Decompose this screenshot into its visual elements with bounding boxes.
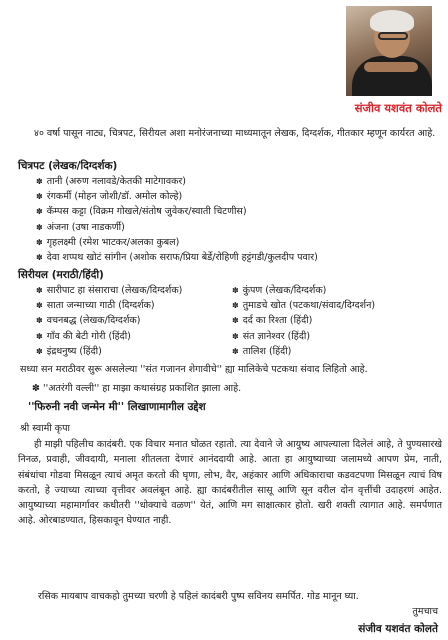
section-title: ''फिरुनी नवी जन्मेन मी'' लिखाणामागील उद्देश [28,401,206,413]
story-collection-note: ✽ ''अतरंगी वल्ली'' हा माझा कथासंग्रह प्रकाशित झाला आहे. [32,383,242,394]
serials-heading: सिरीयल (मराठी/हिंदी) [18,269,104,281]
dedication: रसिक मायबाप वाचकहो तुमच्या चरणी हे पहिलं कादंबरी पुष्प सविनय समर्पित. गोड मानून घ्या. [38,591,359,602]
list-item: ✽ इंद्रधनुष्य (हिंदी) [36,344,182,359]
intro-paragraph: ४० वर्षा पासून नाट्य, चित्रपट, सिरीयल अशा मनोरंजनाच्या माध्यमातून लेखक, दिग्दर्शक, गीतकार म्हणून कार्यरत आहे. [34,128,436,139]
body-paragraph: ही माझी पहिलीच कादंबरी. एक विचार मनात घोळत रहातो. त्या देवाने जे आयुष्य आपल्याला दिलेलं आहे, ते पुण्यसारखे निनळ, प्रवाही, जीवदायी, मनाला शीतलता देणारं आनंददायी आहे. आता हा आयुष्याच्या जलामध्ये आपण प्रेम, नाती, संबंधांचा गोडवा मिसळून त्याचं अमृत करतो की घृणा, लोभ, वैर, अहंकार आणि अधिकाराचा कडवटपणा मिसळून त्याचं विष करतो, हे ज्याच्या त्याच्या वृत्तीवर अवलंबून आहे. ह्या कादंबरीतील सासू आणि सून वरील दोन वृत्तींची उदाहरणं आहेत. आयुष्याच्या महामार्गावर कधीतरी ''धोक्याचे वळण'' येतं, आणि मग साक्षात्कार होतो. खरी शक्ती त्यागात आहे. समर्पणात आहे. ओरबाडण्यात, हिसकावून घेण्यात नाही. [18,439,442,527]
list-item: ✽ कुंपण (लेखक/दिग्दर्शक) [232,283,375,298]
list-item: ✽ वचनबद्ध (लेखक/दिग्दर्शक) [36,313,182,328]
list-item: ✽ सारीपाट हा संसाराचा (लेखक/दिग्दर्शक) [36,283,182,298]
list-item: ✽ गाँव की बेटी गोरी (हिंदी) [36,329,182,344]
author-photo [346,6,432,96]
list-item: ✽ देवा शप्पथ खोटं सांगीन (अशोक सराफ/प्रिया बेर्डे/रोहिणी हट्टंगडी/कुलदीप पवार) [36,250,318,265]
list-item: ✽ संत ज्ञानेश्वर (हिंदी) [232,329,375,344]
author-name: संजीव यशवंत कोलते [354,101,442,115]
list-item: ✽ तुमाडचे खोत (पटकथा/संवाद/दिग्दर्शन) [232,298,375,313]
films-heading: चित्रपट (लेखक/दिग्दर्शक) [18,160,118,172]
list-item: ✽ दर्द का रिश्ता (हिंदी) [232,313,375,328]
photo-arm [364,62,418,72]
list-item: ✽ गृहलक्ष्मी (रमेश भाटकर/अलका कुबल) [36,235,318,250]
signature: संजीव यशवंत कोलते [358,623,438,635]
salutation: श्री स्वामी कृपा [20,423,70,434]
list-item: ✽ कॅम्पस कट्टा (विक्रम गोखले/संतोष जुवेकर/स्वाती चिटणीस) [36,204,318,219]
closing: तुमचाच [412,606,438,617]
photo-hair [370,10,414,32]
list-item: ✽ तालिश (हिंदी) [232,344,375,359]
current-work-note: सध्या सन मराठीवर सुरू असलेल्या ''संत गजानन शेगावीचे'' ह्या मालिकेचे पटकथा संवाद लिहितो आहे. [20,364,368,375]
serials-list-left [36,283,182,359]
list-item: ✽ रंगकर्मी (मोहन जोशी/डॉ. अमोल कोल्हे) [36,189,318,204]
photo-glasses [378,32,408,40]
list-item: ✽ अंजना (उषा नाडकर्णी) [36,220,318,235]
list-item: ✽ साता जन्माच्या गाठी (दिग्दर्शक) [36,298,182,313]
list-item: ✽ तानी (अरुण नलावडे/केतकी माटेगावकर) [36,174,318,189]
serials-list-right [232,283,375,359]
films-list [36,174,318,265]
